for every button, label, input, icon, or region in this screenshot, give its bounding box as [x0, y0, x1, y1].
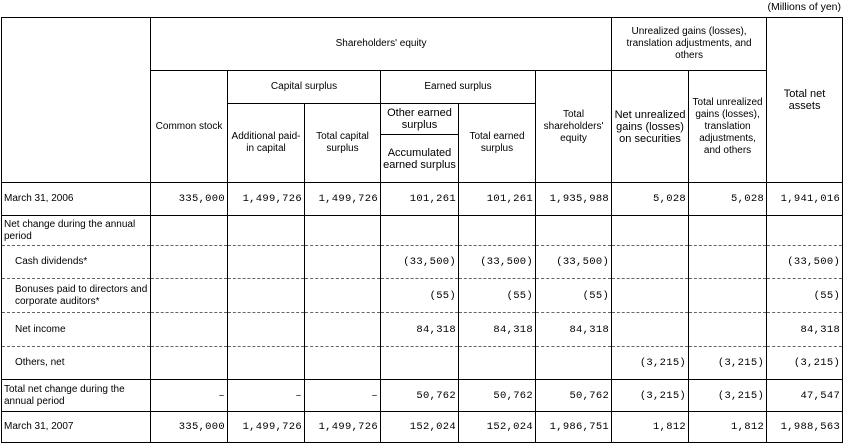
header-additional-paid-in: Additional paid-in capital	[228, 104, 305, 183]
cell: –	[151, 380, 228, 412]
header-net-unrealized-securities: Net unrealized gains (losses) on securities	[612, 71, 689, 183]
cell: 1,812	[689, 412, 767, 443]
cell: 152,024	[459, 412, 536, 443]
header-total-shareholders-equity: Total shareholders' equity	[536, 71, 612, 183]
cell: (33,500)	[536, 246, 612, 279]
cell: 335,000	[151, 412, 228, 443]
cell: 1,941,016	[767, 183, 843, 216]
cell: (3,215)	[612, 380, 689, 412]
cell: (3,215)	[689, 347, 767, 380]
cell: –	[305, 380, 381, 412]
cell	[305, 216, 381, 246]
cell: 1,499,726	[228, 412, 305, 443]
cell	[228, 279, 305, 313]
table-row	[2, 380, 843, 412]
cell	[689, 313, 767, 347]
cell: 1,499,726	[305, 412, 381, 443]
header-total-capital-surplus: Total capital surplus	[305, 104, 381, 183]
cell: 5,028	[689, 183, 767, 216]
header-accumulated-earned-surplus: Accumulated earned surplus	[381, 135, 459, 183]
cell	[151, 246, 228, 279]
row-label: March 31, 2007	[2, 412, 151, 443]
row-label: Net income	[2, 313, 151, 347]
cell: (33,500)	[767, 246, 843, 279]
cell: 84,318	[459, 313, 536, 347]
cell: 50,762	[536, 380, 612, 412]
cell	[459, 347, 536, 380]
cell: (55)	[381, 279, 459, 313]
cell: (55)	[459, 279, 536, 313]
cell	[612, 279, 689, 313]
cell	[228, 347, 305, 380]
table-row	[2, 246, 843, 279]
cell	[536, 216, 612, 246]
unit-label: (Millions of yen)	[767, 1, 841, 13]
cell: 152,024	[381, 412, 459, 443]
table-row	[2, 216, 843, 246]
cell	[305, 313, 381, 347]
row-label: March 31, 2006	[2, 183, 151, 216]
cell	[381, 216, 459, 246]
cell: (3,215)	[767, 347, 843, 380]
header-earned-surplus: Earned surplus	[381, 71, 536, 104]
cell	[151, 347, 228, 380]
cell: 1,986,751	[536, 412, 612, 443]
header-empty-corner	[2, 18, 151, 183]
cell: 84,318	[381, 313, 459, 347]
cell	[228, 216, 305, 246]
cell: 101,261	[459, 183, 536, 216]
table-row	[2, 313, 843, 347]
cell: 1,499,726	[228, 183, 305, 216]
row-label: Net change during the annual period	[2, 216, 151, 246]
cell	[228, 246, 305, 279]
table-row	[2, 279, 843, 313]
cell	[689, 246, 767, 279]
cell: 1,812	[612, 412, 689, 443]
cell	[151, 313, 228, 347]
cell: 84,318	[536, 313, 612, 347]
row-label: Others, net	[2, 347, 151, 380]
header-total-unrealized: Total unrealized gains (losses), translation adjustments, and others	[689, 71, 767, 183]
cell	[151, 279, 228, 313]
cell: 335,000	[151, 183, 228, 216]
header-total-earned-surplus: Total earned surplus	[459, 104, 536, 183]
header-total-net-assets: Total net assets	[767, 18, 843, 183]
row-label: Total net change during the annual period	[2, 380, 151, 412]
cell	[459, 216, 536, 246]
cell: (33,500)	[381, 246, 459, 279]
cell: 1,988,563	[767, 412, 843, 443]
cell: 1,499,726	[305, 183, 381, 216]
cell: 50,762	[459, 380, 536, 412]
table-row	[2, 183, 843, 216]
cell	[612, 246, 689, 279]
cell	[536, 347, 612, 380]
header-other-earned-surplus: Other earned surplus	[381, 104, 459, 135]
cell: –	[228, 380, 305, 412]
equity-changes-table	[1, 17, 843, 443]
header-capital-surplus: Capital surplus	[228, 71, 381, 104]
row-label: Cash dividends*	[2, 246, 151, 279]
cell	[767, 216, 843, 246]
table-row	[2, 412, 843, 443]
cell	[305, 347, 381, 380]
header-common-stock: Common stock	[151, 71, 228, 183]
cell: (33,500)	[459, 246, 536, 279]
cell	[228, 313, 305, 347]
cell	[305, 279, 381, 313]
cell: 1,935,988	[536, 183, 612, 216]
row-label: Bonuses paid to directors and corporate auditors*	[2, 279, 151, 313]
cell	[612, 216, 689, 246]
cell: (55)	[767, 279, 843, 313]
cell: 5,028	[612, 183, 689, 216]
header-unrealized-group: Unrealized gains (losses), translation adjustments, and others	[612, 18, 767, 71]
cell: (3,215)	[612, 347, 689, 380]
cell: 84,318	[767, 313, 843, 347]
cell	[612, 313, 689, 347]
cell: 47,547	[767, 380, 843, 412]
cell	[689, 216, 767, 246]
cell	[381, 347, 459, 380]
cell: (55)	[536, 279, 612, 313]
cell	[151, 216, 228, 246]
cell: 101,261	[381, 183, 459, 216]
cell: 50,762	[381, 380, 459, 412]
cell	[689, 279, 767, 313]
header-shareholders-equity: Shareholders' equity	[151, 18, 612, 71]
cell: (3,215)	[689, 380, 767, 412]
cell	[305, 246, 381, 279]
table-row	[2, 347, 843, 380]
